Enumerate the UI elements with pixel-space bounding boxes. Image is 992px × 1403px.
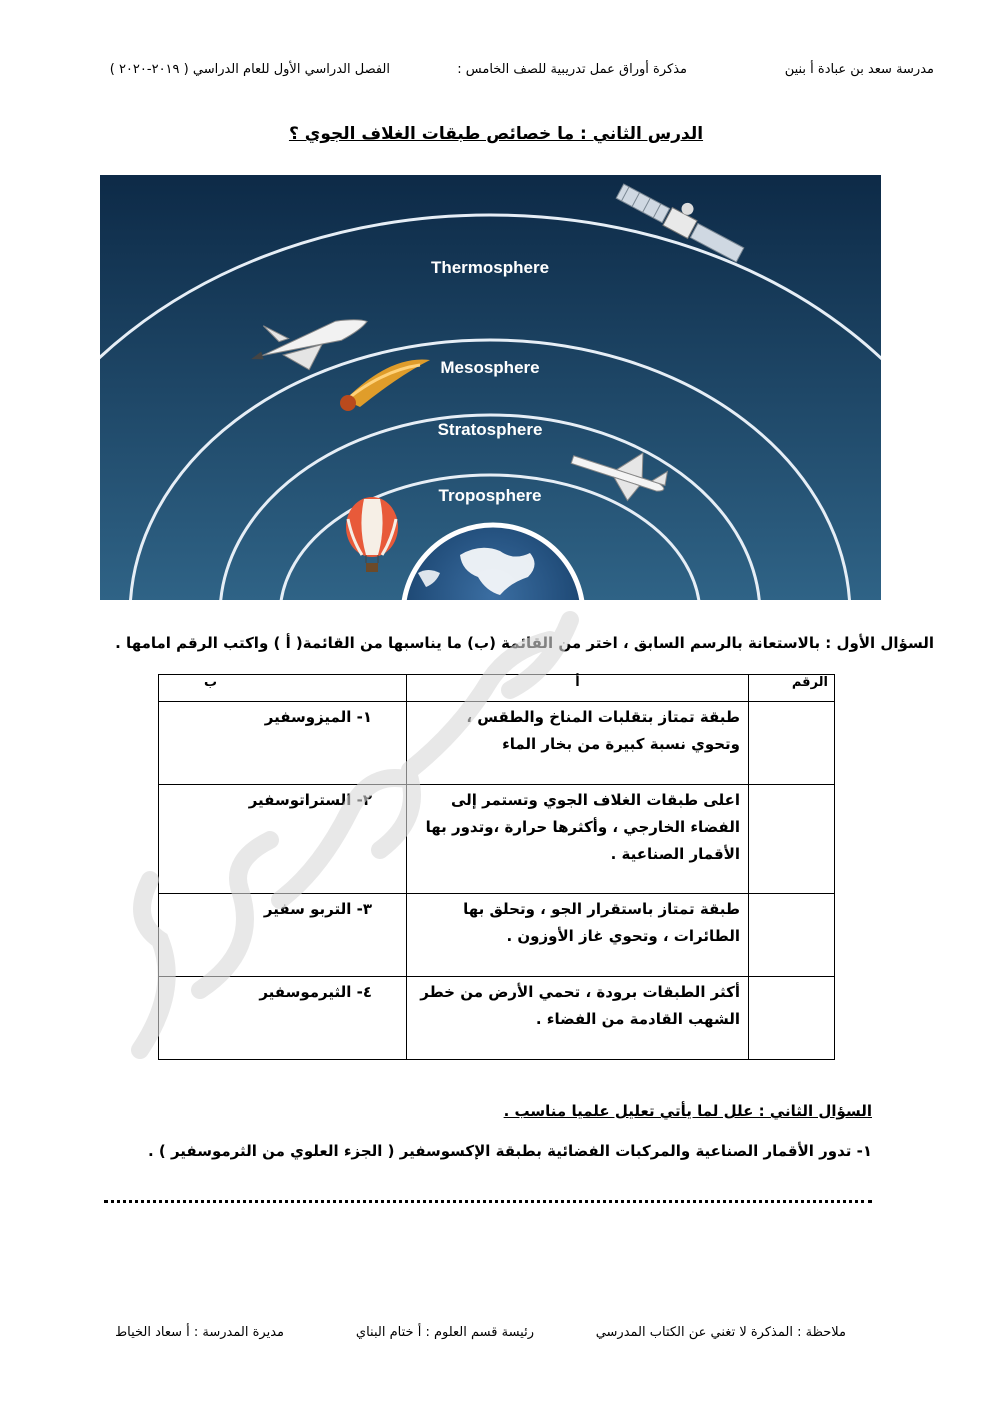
number-input-cell[interactable] [749,977,835,1060]
matching-table [158,674,835,1060]
table-row [159,977,835,1060]
answer-line[interactable] [104,1184,872,1203]
column-b-cell: ٣- التربو سفير [159,894,407,977]
atmosphere-figure [100,175,881,600]
label-stratosphere: Stratosphere [437,420,543,439]
question2-prompt: السؤال الثاني : علل لما يأتي تعليل علميا مناسب . [503,1102,872,1120]
label-troposphere: Troposphere [438,486,542,505]
number-input-cell[interactable] [749,702,835,785]
column-a-cell: اعلى طبقات الغلاف الجوي وتستمر إلى الفضاء الخارجي ، وأكثرها حرارة ،وتدور بها الأقمار الصناعية . [407,785,749,894]
question2-item1: ١- تدور الأقمار الصناعية والمركبات الفضائية بطبقة الإكسوسفير ( الجزء العلوي من الثرموسفير ) . [147,1142,872,1160]
table-row [159,894,835,977]
header-a: أ [407,675,749,702]
number-input-cell[interactable] [749,785,835,894]
term-label: الفصل الدراسي الأول للعام الدراسي ( ٢٠١٩-٢٠٢٠ ) [109,62,390,77]
label-mesosphere: Mesosphere [440,358,540,377]
table-row [159,785,835,894]
column-a-cell: طبقة تمتاز بتقلبات المناخ والطقس ، وتحوي نسبة كبيرة من بخار الماء [407,702,749,785]
column-b-cell: ٤- الثيرموسفير [159,977,407,1060]
lesson-title: الدرس الثاني : ما خصائص طبقات الغلاف الجوي ؟ [288,124,704,144]
footer-note: ملاحظة : المذكرة لا تغني عن الكتاب المدرسي [595,1325,846,1340]
number-input-cell[interactable] [749,894,835,977]
column-a-cell: طبقة تمتاز باستقرار الجو ، وتحلق بها الطائرات ، وتحوي غاز الأوزون . [407,894,749,977]
school-name: مدرسة سعد بن عبادة أ بنين [784,62,934,77]
memo-label: مذكرة أوراق عمل تدريبية للصف الخامس : [457,62,687,77]
question1-prompt: السؤال الأول : بالاستعانة بالرسم السابق ، اختر من القائمة (ب) ما يناسبها من القائمة( أ ) واكتب الرقم امامها . [115,634,934,652]
table-row [159,702,835,785]
label-thermosphere: Thermosphere [430,258,550,277]
header-number: الرقم [749,675,835,702]
column-a-cell: أكثر الطبقات برودة ، تحمي الأرض من خطر الشهب القادمة من الفضاء . [407,977,749,1060]
column-b-cell: ٢- الستراتوسفير [159,785,407,894]
column-b-cell: ١- الميزوسفير [159,702,407,785]
footer-head-of-science: رئيسة قسم العلوم : أ ختام البناي [355,1325,534,1340]
header-b: ب [159,675,407,702]
footer-principal: مديرة المدرسة : أ سعاد الخياط [115,1325,284,1340]
